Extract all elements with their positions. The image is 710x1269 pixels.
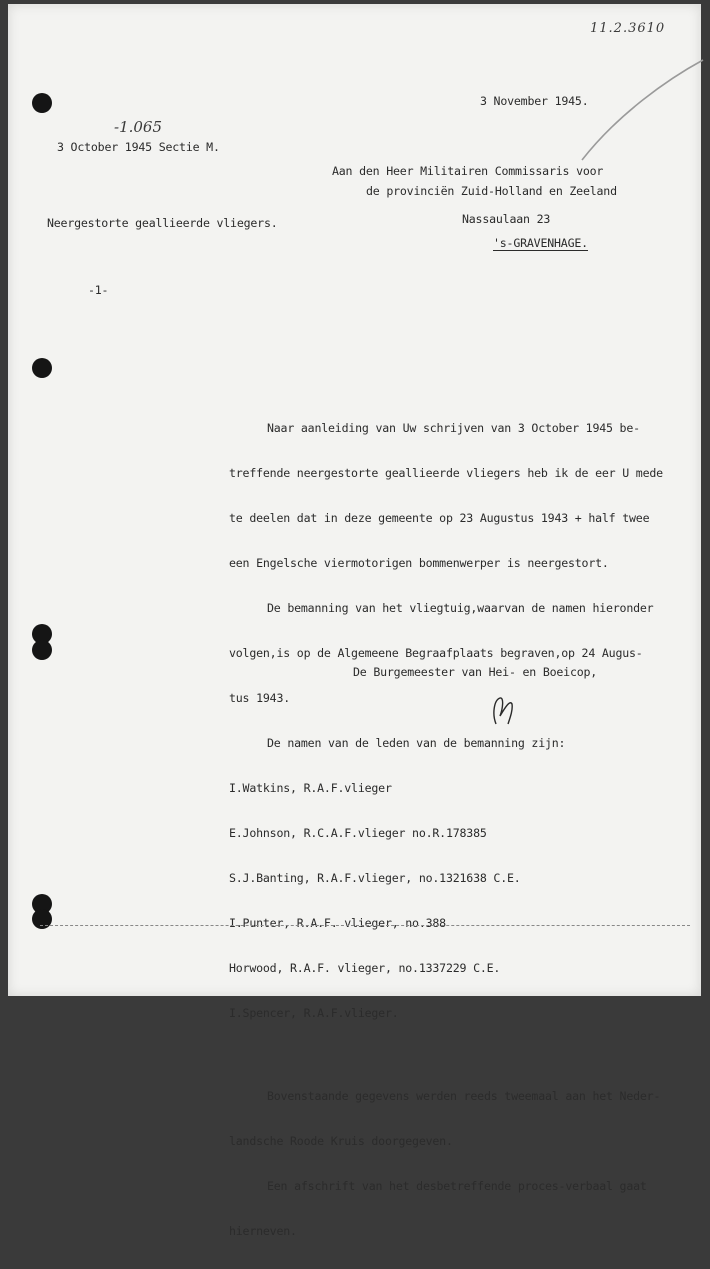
punch-hole bbox=[32, 358, 52, 378]
punch-hole bbox=[32, 909, 52, 929]
body-line: Bovenstaande gegevens werden reeds tweemaal aan het Neder- bbox=[267, 1089, 661, 1103]
crew-member: E.Johnson, R.C.A.F.vlieger no.R.178385 bbox=[229, 826, 487, 840]
address-line-2: de provinciën Zuid-Holland en Zeeland bbox=[366, 184, 617, 198]
page-marker: -1- bbox=[88, 283, 109, 297]
crew-member: S.J.Banting, R.A.F.vlieger, no.1321638 C.E. bbox=[229, 871, 521, 885]
punch-hole bbox=[32, 93, 52, 113]
body-line: te deelen dat in deze gemeente op 23 Augustus 1943 + half twee bbox=[229, 511, 650, 525]
punch-hole bbox=[32, 640, 52, 660]
letter-date: 3 November 1945. bbox=[480, 94, 589, 108]
body-line: landsche Roode Kruis doorgegeven. bbox=[229, 1134, 453, 1148]
subject-line: Neergestorte geallieerde vliegers. bbox=[47, 216, 278, 230]
body-line: hierneven. bbox=[229, 1224, 297, 1238]
address-line-3: Nassaulaan 23 bbox=[462, 212, 551, 226]
closing-line: De Burgemeester van Hei- en Boeicop, bbox=[353, 665, 598, 679]
body-line: tus 1943. bbox=[229, 691, 291, 705]
crew-member: I.Spencer, R.A.F.vlieger. bbox=[229, 1006, 399, 1020]
body-line: volgen,is op de Algemeene Begraafplaats begraven,op 24 Augus- bbox=[229, 646, 643, 660]
page-fold-line bbox=[40, 925, 690, 926]
document-page bbox=[8, 4, 701, 1238]
body-line: een Engelsche viermotorigen bommenwerper is neergestort. bbox=[229, 556, 609, 570]
signature bbox=[488, 694, 518, 731]
body-line: De namen van de leden van de bemanning zijn: bbox=[267, 736, 566, 750]
address-line-1: Aan den Heer Militairen Commissaris voor bbox=[332, 164, 604, 178]
crew-member: I.Punter, R.A.F. vlieger, no.388 bbox=[229, 916, 446, 930]
body-line: Naar aanleiding van Uw schrijven van 3 October 1945 be- bbox=[267, 421, 640, 435]
handwritten-number: -1.065 bbox=[114, 118, 163, 136]
body-line: treffende neergestorte geallieerde vliegers heb ik de eer U mede bbox=[229, 466, 663, 480]
address-city bbox=[493, 236, 588, 250]
pencil-stroke bbox=[578, 54, 708, 164]
archive-reference: 11.2.3610 bbox=[590, 21, 666, 36]
signature-mark bbox=[488, 694, 518, 726]
body-line: Een afschrift van het desbetreffende proces-verbaal gaat bbox=[267, 1179, 647, 1193]
body-line: De bemanning van het vliegtuig,waarvan de namen hieronder bbox=[267, 601, 654, 615]
crew-member: Horwood, R.A.F. vlieger, no.1337229 C.E. bbox=[229, 961, 501, 975]
crew-member: I.Watkins, R.A.F.vlieger bbox=[229, 781, 392, 795]
address-line-4: 's-GRAVENHAGE. bbox=[493, 236, 588, 250]
reference-line: 3 October 1945 Sectie M. bbox=[57, 140, 220, 154]
letter-body bbox=[229, 391, 663, 1269]
